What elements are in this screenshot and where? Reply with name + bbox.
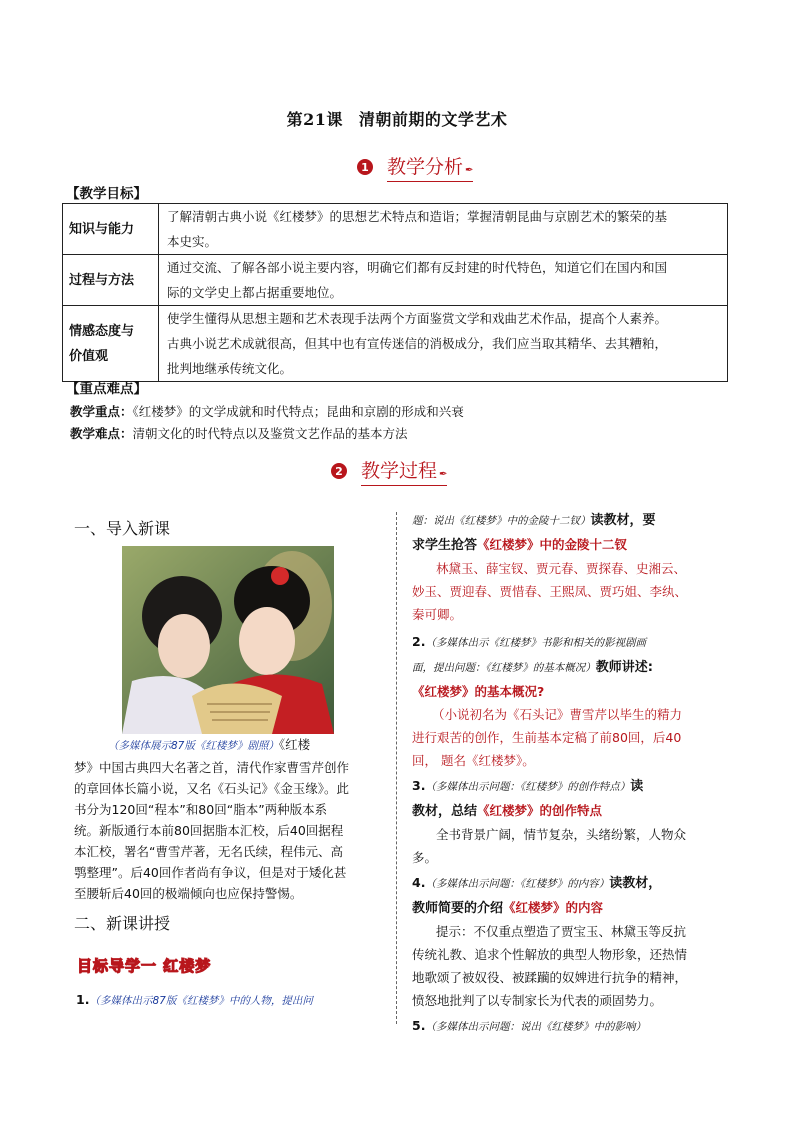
- list-item: 面，提出问题：《红楼梦》的基本概况）教师讲述:: [412, 660, 653, 675]
- drama-still-photo: [122, 546, 334, 734]
- list-item: 1.（多媒体出示87版《红楼梦》中的人物，提出问: [76, 992, 313, 1007]
- section-title: 教学过程 ✒: [361, 456, 447, 486]
- section-teaching-process: [331, 456, 447, 486]
- target-banner: 目标导学一 红楼梦: [77, 956, 212, 975]
- list-item: 3.（多媒体出示问题：《红楼梦》的创作特点）读: [412, 778, 644, 794]
- goal-value: 通过交流、了解各部小说主要内容，明确它们都有反封建的时代特色，知道它们在国内和国 际的文学史上都占据重要地位。: [159, 255, 728, 306]
- goal-key: 情感态度与 价值观: [63, 306, 159, 382]
- section-number-badge: 2: [331, 463, 347, 479]
- lesson-number: 第21课: [286, 110, 343, 129]
- table-row: [63, 204, 728, 255]
- section-teaching-analysis: [357, 152, 473, 182]
- ink-flourish-icon: ✒: [465, 165, 474, 176]
- list-item: 2.（多媒体出示《红楼梦》书影和相关的影视剧画: [412, 634, 646, 649]
- list-item: 教师简要的介绍《红楼梦》的内容: [412, 900, 604, 916]
- goal-key: 知识与能力: [63, 204, 159, 255]
- teaching-focus: 教学重点：《红楼梦》的文学成就和时代特点；昆曲和京剧的形成和兴衰: [70, 404, 464, 419]
- introduction-paragraph: （多媒体展示87版《红楼梦》剧照）《红楼 梦》中国古典四大名著之首，清代作家曹雪芹创作 的章回体长篇小说，又名《石头记》《金玉缘》。此 书分为120回“程本”和80回“脂本”两种版本系 统。新版通行本前80回据脂本汇校，后40回据程 本汇校，署名“曹雪芹著，无名氏续，程伟元、高 鹗整理”。后40回作者尚有争议，但是对于矮化甚 至腰斩后40回的极端倾向也应保持警惕。: [74, 737, 350, 901]
- goals-table: [62, 203, 728, 382]
- goal-key: 过程与方法: [63, 255, 159, 306]
- right-column: 题：说出《红楼梦》中的金陵十二钗）读教材，要 求学生抢答《红楼梦》中的金陵十二钗 林黛玉、薛宝钗、贾元春、贾探春、史湘云、 妙玉、贾迎春、贾惜春、王熙凤、贾巧姐、李纨、 秦可卿。 2.（多媒体出示《红楼梦》书影和相关的影视剧画 面，提出问题：《红楼梦》的基本概况）教师讲述: 《红楼梦》的基本概况? （小说初名为《石头记》曹雪芹以毕生的精力 进行艰苦的创作，生前基本定稿了前80回，后40 回， 题名《红楼梦》。 3.（多媒体出示问题：《红楼梦》的创作特点）读 教材，总结《红楼梦》的创作特点 全书背景广阔，情节复杂，头绪纷繁，人物众 多。 4.（多媒体出示问题：《红楼梦》的内容）读教材， 教师简要的介绍《红楼梦》的内容 提示：不仅重点塑造了贾宝玉、林黛玉等反抗 传统礼教、追求个性解放的典型人物形象，还热情 地歌颂了被奴役、被蹂躏的奴婢进行抗争的精神， 愤怒地批判了以专制家长为代表的顽固势力。 5.（多媒体出示问题：说出《红楼梦》中的影响）: [412, 508, 724, 1039]
- heading-introduction: 一、导入新课: [74, 519, 171, 538]
- heading-new-lesson: 二、新课讲授: [74, 914, 171, 933]
- page-title: [0, 107, 794, 130]
- goal-value: 使学生懂得从思想主题和艺术表现手法两个方面鉴赏文学和戏曲艺术作品，提高个人素养。 古典小说艺术成就很高，但其中也有宣传迷信的消极成分，我们应当取其精华、去其糟粕， 批判地继承传统文化。: [159, 306, 728, 382]
- list-item: 教材，总结《红楼梦》的创作特点: [412, 803, 603, 819]
- table-row: [63, 255, 728, 306]
- teaching-difficulty: 教学难点：清朝文化的时代特点以及鉴赏文艺作品的基本方法: [70, 426, 408, 441]
- section-title: 教学分析 ✒: [387, 152, 473, 182]
- table-row: [63, 306, 728, 382]
- lesson-name: 清朝前期的文学艺术: [358, 110, 508, 129]
- goal-value: 了解清朝古典小说《红楼梦》的思想艺术特点和造诣；掌握清朝昆曲与京剧艺术的繁荣的基 本史实。: [159, 204, 728, 255]
- goals-heading: 【教学目标】: [66, 186, 147, 202]
- list-item: 求学生抢答《红楼梦》中的金陵十二钗: [412, 537, 628, 553]
- drama-still-illustration: [122, 546, 334, 734]
- section-number-badge: 1: [357, 159, 373, 175]
- ink-flourish-icon: ✒: [439, 469, 448, 480]
- key-points-heading: 【重点难点】: [66, 381, 147, 397]
- column-divider: [396, 512, 397, 1024]
- list-item: 5.（多媒体出示问题：说出《红楼梦》中的影响）: [412, 1018, 646, 1033]
- list-item: 4.（多媒体出示问题：《红楼梦》的内容）读教材，: [412, 875, 662, 891]
- list-item: 题：说出《红楼梦》中的金陵十二钗）读教材，要: [412, 513, 656, 528]
